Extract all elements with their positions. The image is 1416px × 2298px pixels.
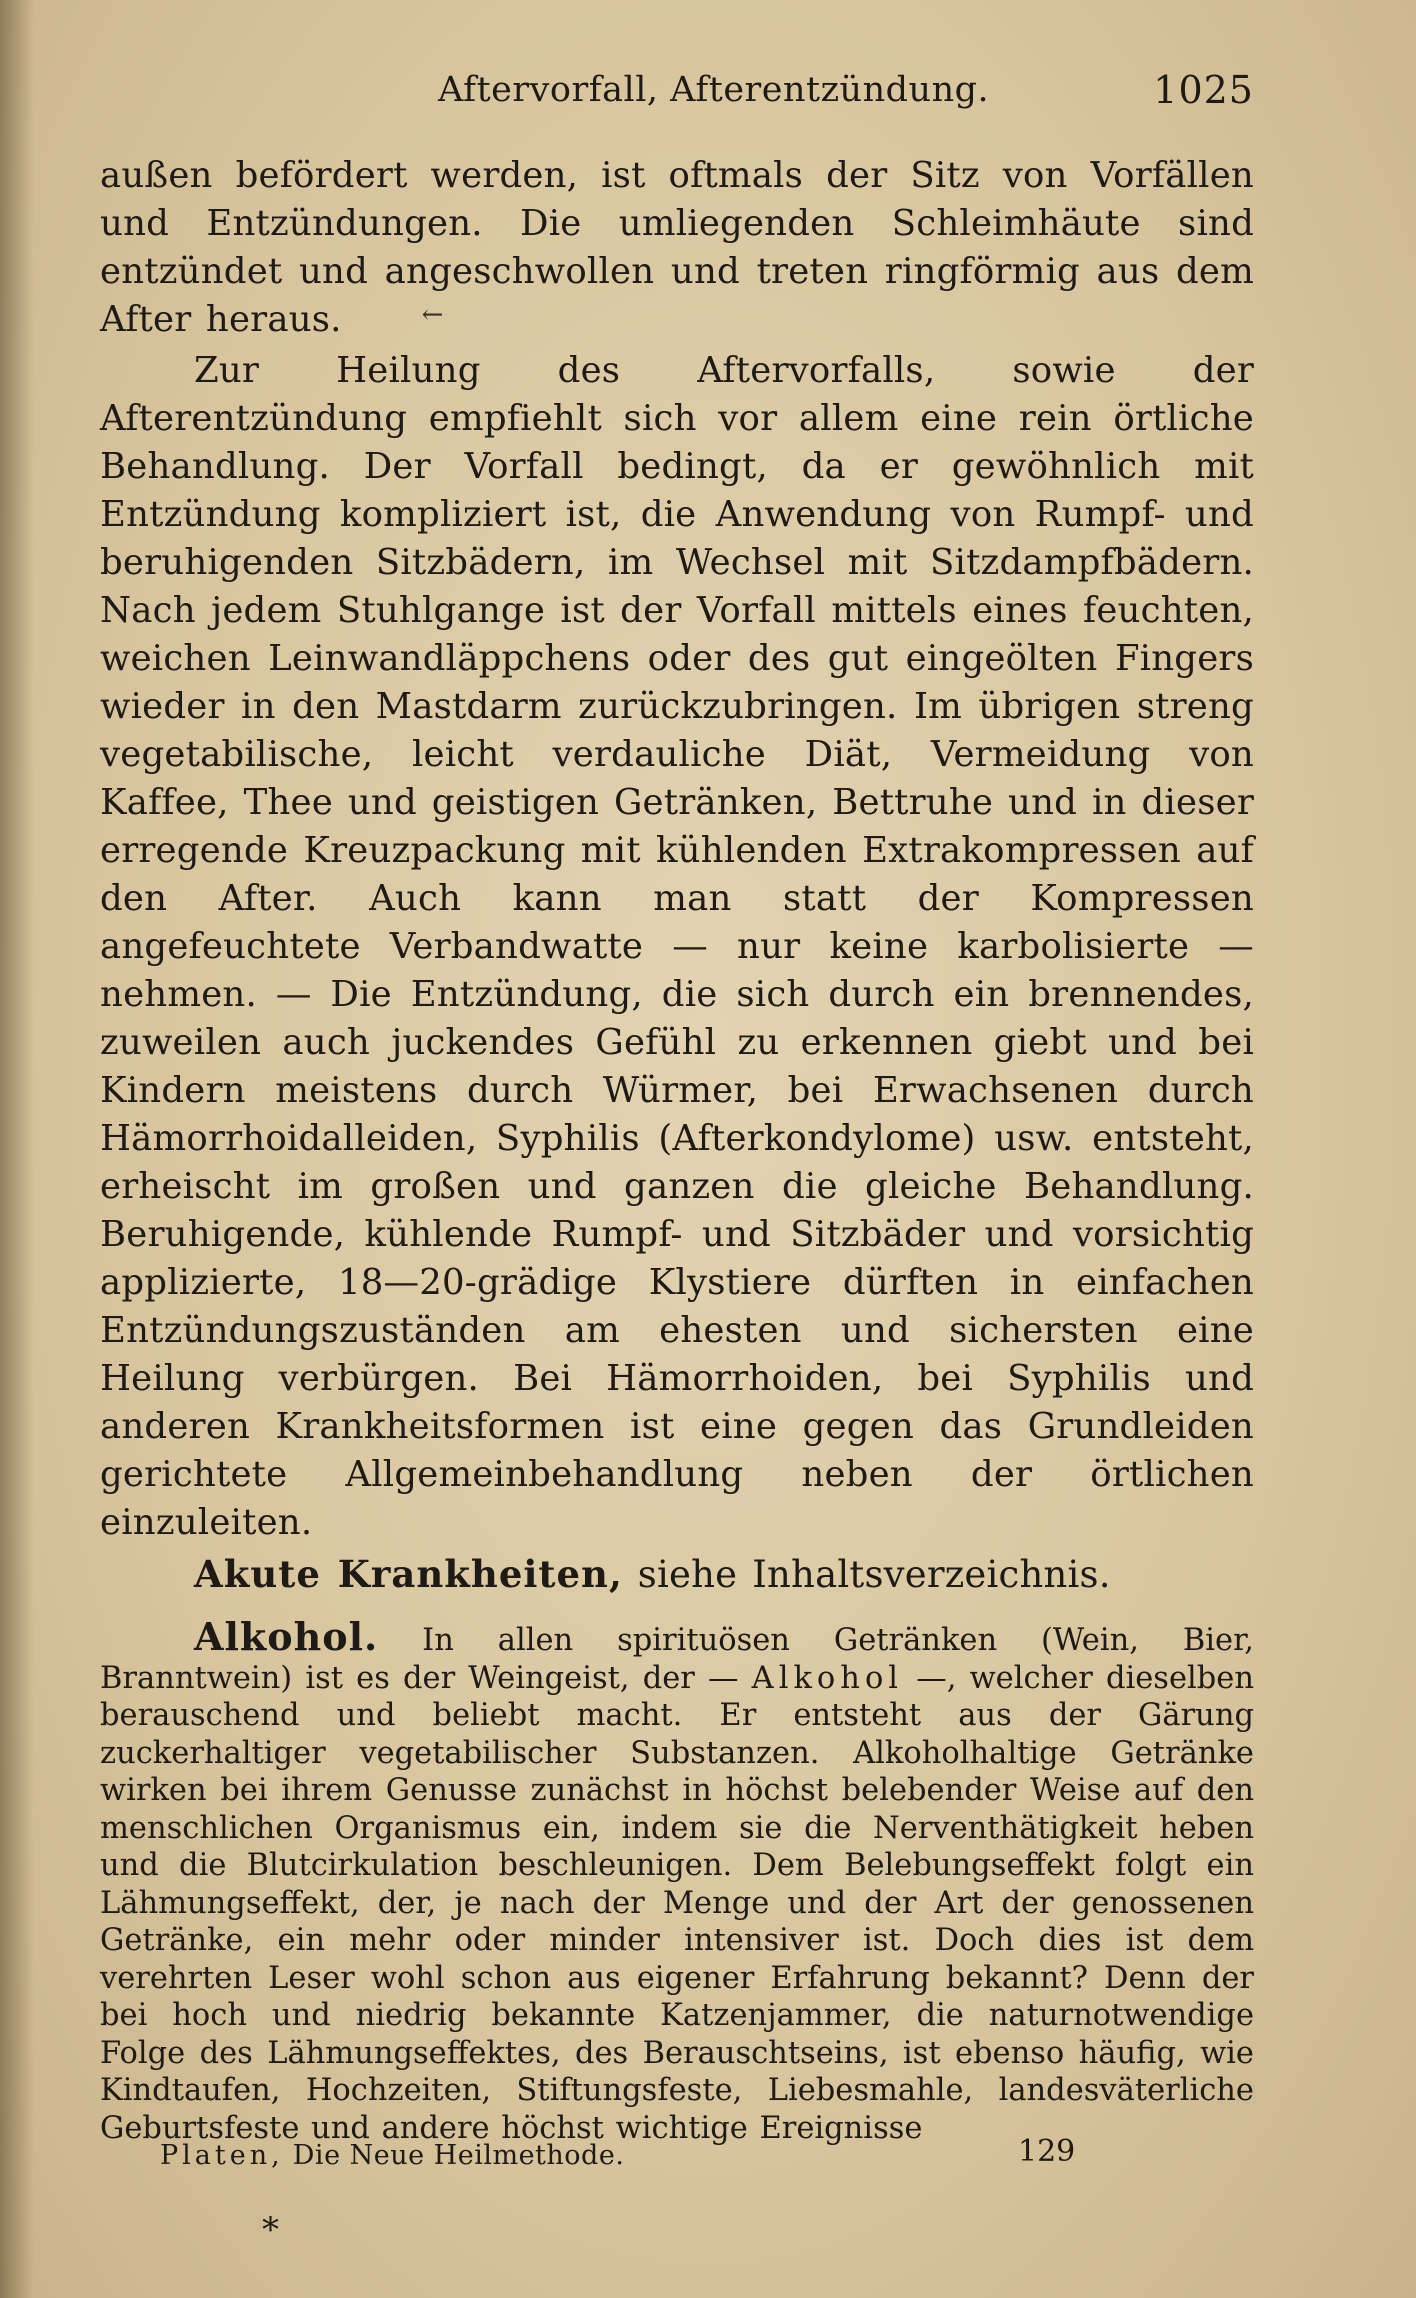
alkohol-text-2: —, welcher dieselben berauschend und beliebt macht. Er entsteht aus der Gärung zuckerhaltiger vegetabilischer Substanzen. Alkoholhaltige Getränke wirken bei ihrem Genusse zunächst in höchst belebender Weise auf den menschlichen Organismus ein, indem sie die Nerventhätigkeit heben und die Blutcirkulation beschleunigen. Dem Belebungseffekt folgt ein Lähmungseffekt, der, je nach der Menge und der Art der genossenen Getränke, ein mehr oder minder intensiver ist. Doch dies ist dem verehrten Leser wohl schon aus eigener Erfahrung bekannt? Denn der bei hoch und niedrig bekannte Katzenjammer, die naturnotwendige Folge des Lähmungseffektes, des Berauschtseins, ist ebenso häufig, wie Kindtaufen, Hochzeiten, Stiftungsfeste, Liebesmahle, landesväterliche Geburtsfeste und andere höchst wichtige Ereignisse [100,1660,1254,2146]
alkohol-term: Alkohol [751,1660,904,1696]
page-body [100,152,1254,2147]
alkohol-text-1: In allen spirituösen Getränken (Wein, Bier, Branntwein) ist es der Weingeist, der — [100,1623,1254,1696]
page-footer [160,2134,1280,2180]
cross-reference: siehe Inhaltsverzeichnis. [622,1553,1111,1596]
sheet-number: 129 [1018,2134,1076,2169]
paragraph-text: außen befördert werden, ist oftmals der Sitz von Vorfällen und Entzündungen. Die umliegenden Schleimhäute sind entzündet und angeschwollen und treten ringförmig aus dem After heraus. [100,155,1254,340]
paragraph-continuation [100,152,1254,347]
footer-author: Platen, [160,2140,284,2171]
paragraph-treatment: Zur Heilung des Aftervorfalls, sowie der Afterentzündung empfiehlt sich vor allem eine rein örtliche Behandlung. Der Vorfall bedingt, da er gewöhnlich mit Entzündung kompliziert ist, die Anwendung von Rumpf- und beruhigenden Sitzbädern, im Wechsel mit Sitzdampfbädern. Nach jedem Stuhlgange ist der Vorfall mittels eines feuchten, weichen Leinwandläppchens oder des gut eingeölten Fingers wieder in den Mastdarm zurückzubringen. Im übrigen streng vegetabilische, leicht verdauliche Diät, Vermeidung von Kaffee, Thee und geistigen Getränken, Bettruhe und in dieser erregende Kreuzpackung mit kühlenden Extrakompressen auf den After. Auch kann man statt der Kompressen angefeuchtete Verbandwatte — nur keine karbolisierte — nehmen. — Die Entzündung, die sich durch ein brennendes, zuweilen auch juckendes Gefühl zu erkennen giebt und bei Kindern meistens durch Würmer, bei Erwachsenen durch Hämorrhoidalleiden, Syphilis (Afterkondylome) usw. entsteht, erheischt im großen und ganzen die gleiche Behandlung. Beruhigende, kühlende Rumpf- und Sitzbäder und vorsichtig applizierte, 18—20-grädige Klystiere dürften in einfachen Entzündungszuständen am ehesten und sichersten eine Heilung verbürgen. Bei Hämorrhoiden, bei Syphilis und anderen Krankheitsformen ist eine gegen das Grundleiden gerichtete Allgemeinbehandlung neben der örtlichen einzuleiten. [100,350,1254,1543]
entry-heading: Alkohol. [194,1614,379,1659]
running-header [100,64,1254,124]
footer-book-title: Die Neue Heilmethode. [283,2140,625,2171]
running-title: Aftervorfall, Afterentzündung. [438,70,990,110]
alkohol-paragraph [100,1614,1254,2147]
entry-heading: Akute Krankheiten, [194,1552,623,1596]
page-number: 1025 [1153,68,1254,112]
entry-alkohol [100,1614,1254,2147]
entry-akute-krankheiten [100,1547,1254,1602]
footer-asterisk: * [262,2210,279,2250]
footer-signature [160,2140,624,2171]
pencil-arrow-mark: ← [421,300,444,330]
